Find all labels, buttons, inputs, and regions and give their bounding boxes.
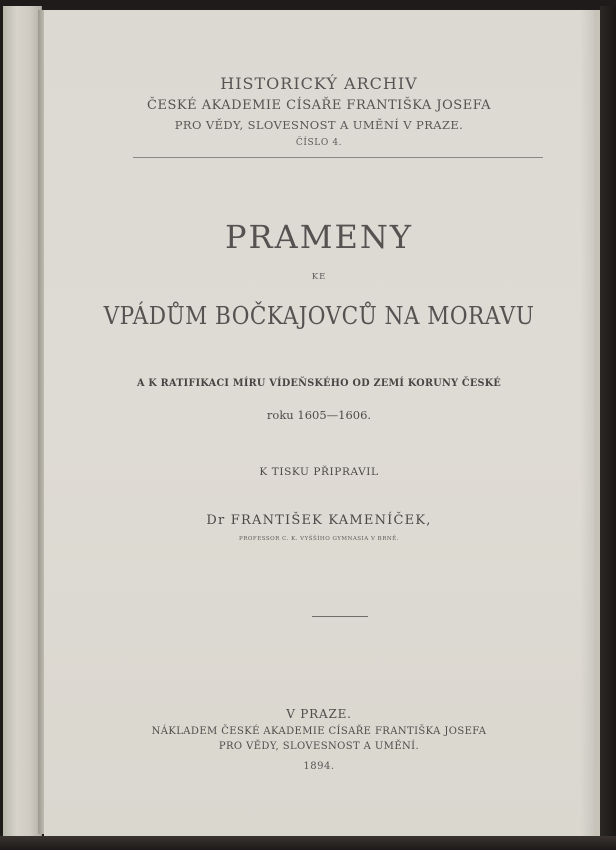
subtitle: VPÁDŮM BOČKAJOVCŮ NA MORAVU [103, 302, 535, 330]
title-connector: KE [311, 272, 327, 282]
book-bottom-edge [0, 836, 616, 850]
editor-label: K TISKU PŘIPRAVIL [259, 466, 379, 478]
academy-subline: PRO VĚDY, SLOVESNOST A UMĚNÍ V PRAZE. [174, 118, 464, 132]
publisher-line-1: NÁKLADEM ČESKÉ AKADEMIE CÍSAŘE FRANTIŠKA JOSEFA [151, 726, 487, 737]
years-line: roku 1605—1606. [266, 408, 372, 422]
academy-name: ČESKÉ AKADEMIE CÍSAŘE FRANTIŠKA JOSEFA [147, 98, 491, 113]
header-divider [133, 157, 543, 158]
publication-year: 1894. [303, 761, 335, 772]
book-right-edge [600, 6, 616, 838]
issue-number: ČÍSLO 4. [295, 138, 343, 148]
publisher-line-2: PRO VĚDY, SLOVESNOST A UMĚNÍ. [218, 741, 420, 752]
imprint-place: V PRAZE. [286, 707, 352, 721]
title-page [44, 10, 600, 836]
main-title: PRAMENY [225, 218, 413, 256]
series-title: HISTORICKÝ ARCHIV [220, 74, 418, 93]
ratification-line: A K RATIFIKACI MÍRU VÍDEŇSKÉHO OD ZEMÍ KORUNY ČESKÉ [136, 377, 502, 389]
short-divider [312, 616, 368, 617]
book-spine [3, 6, 42, 838]
author-position: PROFESSOR C. K. VYŠŠÍHO GYMNASIA V BRNĚ. [239, 536, 399, 542]
author-name: Dr FRANTIŠEK KAMENÍČEK, [206, 513, 432, 528]
